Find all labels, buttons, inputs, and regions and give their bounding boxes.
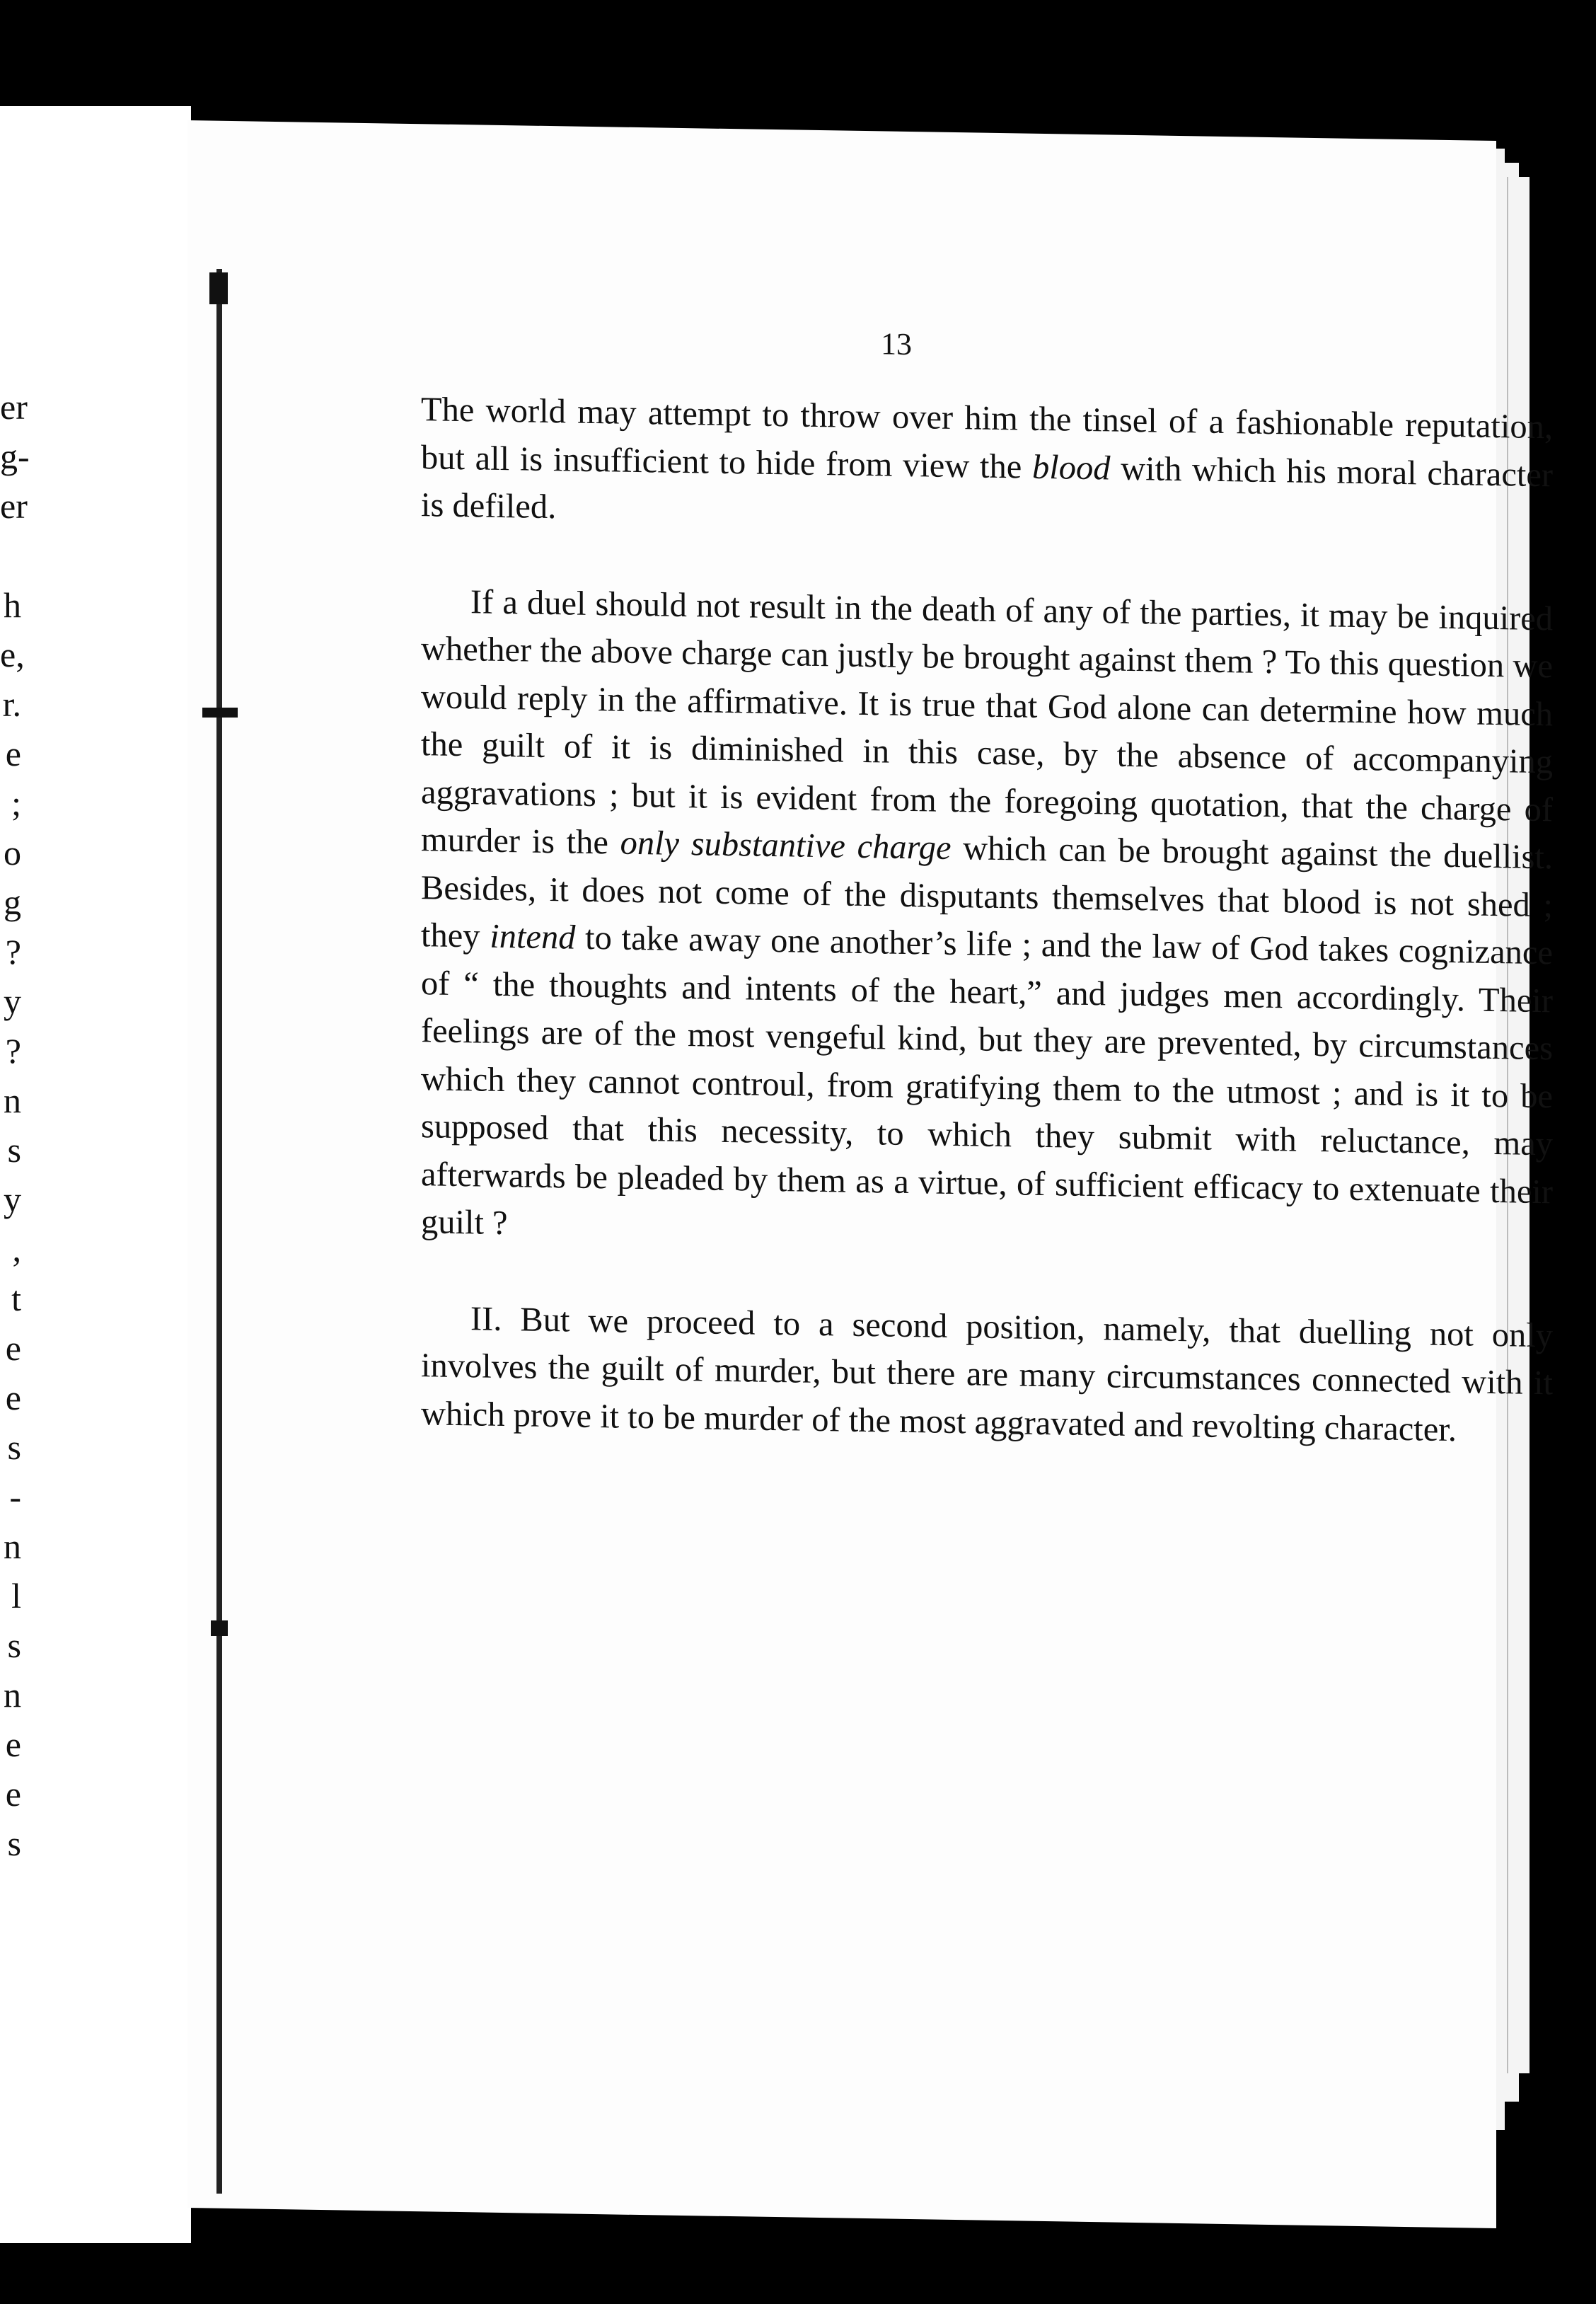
fragment-line: s (7, 1824, 21, 1863)
page-body-text (421, 386, 1553, 1455)
emphasis: blood (1031, 448, 1111, 487)
gutter-stitch-mark (211, 1620, 228, 1636)
fragment-line: t (11, 1279, 21, 1318)
fragment-line: e (5, 1724, 21, 1764)
fragment-line: er (0, 387, 28, 427)
fragment-line: e, (0, 635, 25, 674)
fragment-line: y (4, 981, 21, 1021)
fragment-line: s (7, 1130, 21, 1170)
paragraph: II. But we proceed to a second position, namely, that duelling not only involves the guilt of murder, but there are many circumstances connected with it which prove it to be murder of the most aggravated and revolting character. (421, 1299, 1553, 1448)
fragment-line: n (4, 1526, 21, 1566)
fragment-line: e (5, 734, 21, 773)
fragment-line: ? (5, 1031, 21, 1071)
fragment-line: n (4, 1081, 21, 1120)
book-gutter-line (216, 269, 222, 2194)
left-facing-page (0, 106, 191, 2243)
fragment-line: ? (5, 932, 21, 972)
paragraph: If a duel should not result in the death of any of the parties, it may be inquired whether the above charge can justly be brought against them ? To this question we would reply in the affirmative. It is true that God alone can determine how much the guilt of it is diminished in this case, by the absence of accompanying aggravations ; but it is evident from the foregoing quotation, that the charge of murder is the only substantive charge which can be brought against the duellist. Besides, it does not come of the disputants themselves that blood is not shed ; they intend to take away one another’s life ; and the law of God takes cognizance of “ the thoughts and intents of the heart,” and judges men accordingly. Their feelings are of the most vengeful kind, but they are prevented, by circumstances which they cannot controul, from gratifying them to the utmost ; and is it to be supposed that this necessity, to which they submit with reluctance, may afterwards be pleaded by them as a virtue, of sufficient efficacy to extenuate their guilt ? (421, 582, 1553, 1243)
page-number: 13 (881, 326, 912, 362)
fragment-line: g (4, 882, 21, 922)
left-page-fragments (0, 382, 30, 1868)
gutter-stitch-mark (209, 272, 228, 304)
fragment-line: e (5, 1774, 21, 1814)
fragment-line: ; (11, 783, 21, 823)
fragment-line: g- (0, 437, 30, 476)
emphasis: only substantive charge (620, 824, 952, 867)
fragment-line: - (9, 1477, 21, 1516)
book-page (187, 120, 1553, 2228)
fragment-line: l (11, 1576, 21, 1615)
fragment-line: o (4, 833, 21, 872)
fragment-line: r. (2, 684, 21, 724)
emphasis: intend (490, 917, 576, 957)
fragment-line: e (5, 1328, 21, 1368)
fragment-line: s (7, 1427, 21, 1467)
paragraph: The world may attempt to throw over him the tinsel of a fashionable reputation, but all is insufficient to hide from view the blood with which his moral character is defiled. (421, 391, 1553, 526)
fragment-line: h (4, 585, 21, 625)
fragment-line: n (4, 1675, 21, 1715)
fragment-line: s (7, 1625, 21, 1665)
fragment-line: y (4, 1180, 21, 1219)
fragment-line: , (12, 1229, 21, 1269)
fragment-line: e (5, 1378, 21, 1417)
gutter-stitch-mark (202, 708, 238, 718)
fragment-line: er (0, 486, 28, 526)
